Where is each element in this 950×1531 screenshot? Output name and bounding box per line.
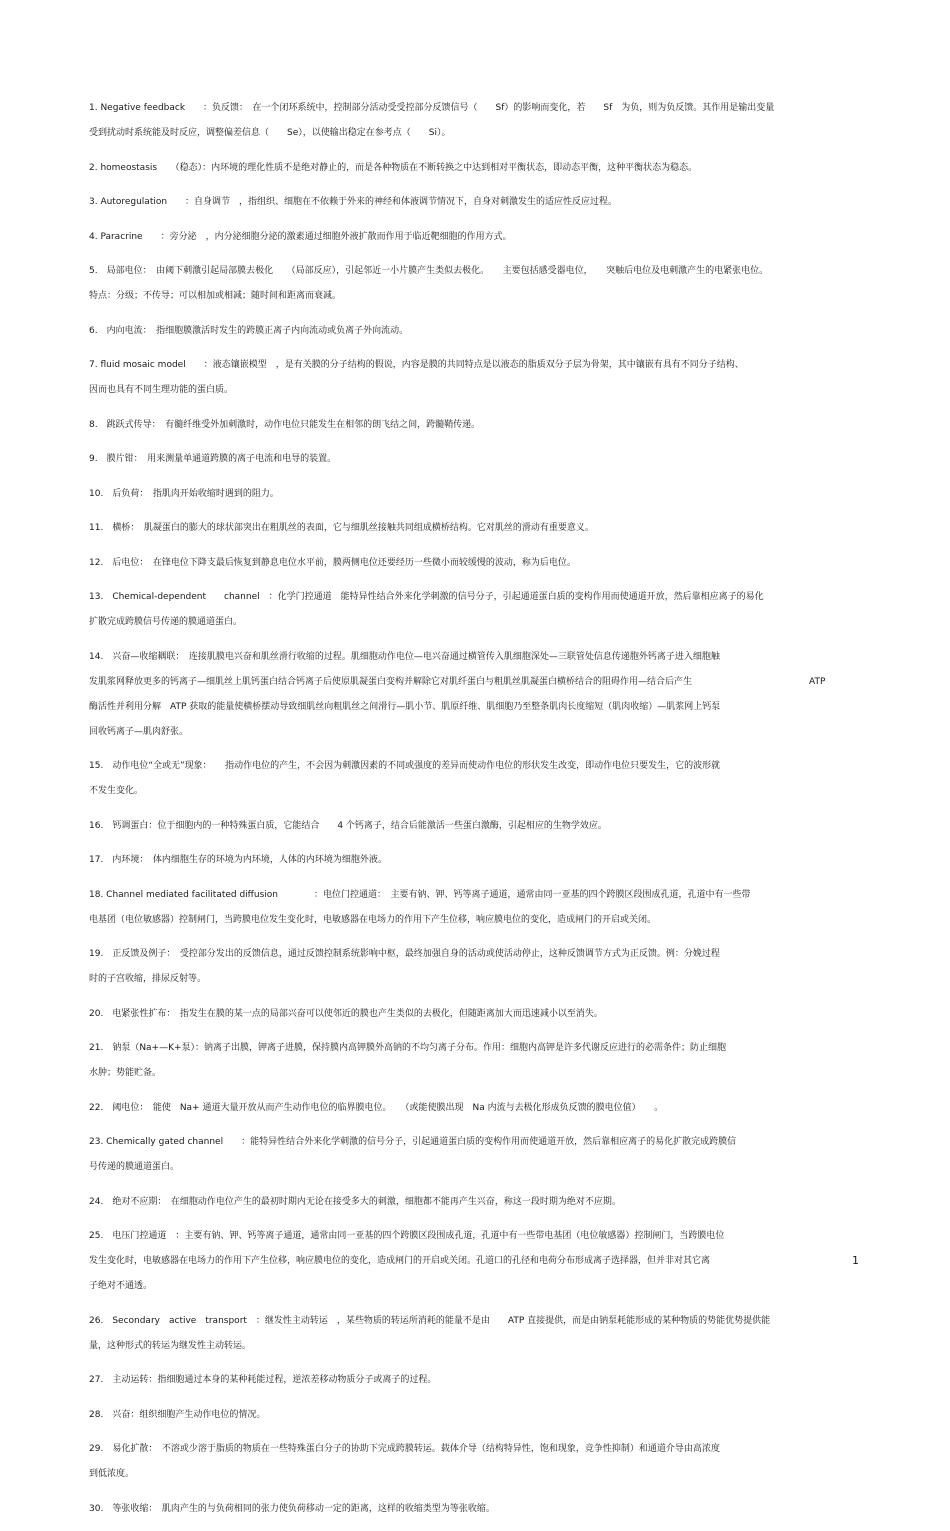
entry-line: 7. fluid mosaic model ：液态镶嵌模型 ，是有关膜的分子结构的假说，内容是膜的共同特点是以液态的脂质双分子层为骨架，其中镶嵌有具有不同分子结构、 bbox=[89, 360, 744, 370]
entry-line: 时的子宫收缩，排尿反射等。 bbox=[89, 974, 207, 984]
entry-line: 子绝对不通透。 bbox=[89, 1281, 153, 1291]
entry-line: 号传递的膜通道蛋白。 bbox=[89, 1162, 180, 1172]
entry-20 bbox=[89, 1002, 879, 1027]
entry-7 bbox=[89, 353, 879, 403]
entry-line: 28. 兴奋：组织细胞产生动作电位的情况。 bbox=[89, 1409, 266, 1420]
entry-line: 16. 钙调蛋白：位于细胞内的一种特殊蛋白质，它能结合 4 个钙离子，结合后能激活一些蛋白激酶，引起相应的生物学效应。 bbox=[89, 820, 607, 831]
entry-line: 29. 易化扩散： 不溶或少溶于脂质的物质在一些特殊蛋白分子的协助下完成跨膜转运。载体介导（结构特异性，饱和现象，竞争性抑制）和通道介导由高浓度 bbox=[89, 1444, 720, 1454]
entry-13 bbox=[89, 585, 879, 635]
entry-line: 水肿；势能贮备。 bbox=[89, 1068, 162, 1078]
entry-29 bbox=[89, 1437, 879, 1487]
entry-line: 11. 横桥： 肌凝蛋白的膨大的球状部突出在粗肌丝的表面，它与细肌丝接触共同组成横桥结构。它对肌丝的滑动有重要意义。 bbox=[89, 523, 594, 533]
entry-19 bbox=[89, 942, 879, 992]
entry-line: 24. 绝对不应期： 在细胞动作电位产生的最初时期内无论在接受多大的刺激，细胞都不能再产生兴奋，称这一段时期为绝对不应期。 bbox=[89, 1196, 621, 1207]
entry-line: 特点：分级；不传导；可以相加或相减；随时间和距离而衰减。 bbox=[89, 291, 342, 301]
entry-line: 17. 内环境： 体内细胞生存的环境为内环境，人体的内环境为细胞外液。 bbox=[89, 855, 387, 865]
entry-4 bbox=[89, 225, 879, 250]
page-number: 1 bbox=[852, 1254, 859, 1267]
entry-15 bbox=[89, 754, 879, 804]
entry-line: 发肌浆网释放更多的钙离子—细肌丝上肌钙蛋白结合钙离子后使原肌凝蛋白变构并解除它对肌纤蛋白与粗肌丝肌凝蛋白横桥结合的阻碍作用—结合后产生 ATP bbox=[89, 676, 826, 687]
entry-line: 18. Channel mediated facilitated diffusion ：电位门控通道： 主要有钠、钾、钙等离子通道，通常由同一亚基的四个跨膜区段围成孔道，孔道中有一些带 bbox=[89, 889, 751, 900]
entry-line: 25. 电压门控通道 ：主要有钠、钾、钙等离子通道，通常由同一亚基的四个跨膜区段围成孔道，孔道中有一些带电基团（电位敏感器）控制闸门，当跨膜电位 bbox=[89, 1231, 725, 1241]
entry-16 bbox=[89, 814, 879, 839]
entry-line: 到低浓度。 bbox=[89, 1469, 135, 1479]
entry-line: 量，这种形式的转运为继发性主动转运。 bbox=[89, 1340, 252, 1351]
entry-line: 1. Negative feedback ：负反馈： 在一个闭环系统中，控制部分活动受受控部分反馈信号（ Sf）的影响而变化，若 Sf 为负，则为负反馈。其作用是输出变量 bbox=[89, 103, 775, 113]
entry-9 bbox=[89, 447, 879, 472]
entry-line: 2. homeostasis （稳态）：内环境的理化性质不是绝对静止的，而是各种物质在不断转换之中达到相对平衡状态，即动态平衡，这种平衡状态为稳态。 bbox=[89, 162, 698, 173]
entry-21 bbox=[89, 1036, 879, 1086]
entry-line: 受到扰动时系统能及时反应，调整偏差信息（ Se），以使输出稳定在参考点（ Si）。 bbox=[89, 128, 451, 138]
entry-line: 5. 局部电位： 由阈下刺激引起局部膜去极化 （局部反应），引起邻近一小片膜产生类似去极化。 主要包括感受器电位， 突触后电位及电刺激产生的电紧张电位。 bbox=[89, 266, 769, 276]
entry-line: 酶活性并利用分解 ATP 获取的能量使横桥摆动导致细肌丝向粗肌丝之间滑行—肌小节、肌原纤维、肌细胞乃至整条肌肉长度缩短（肌肉收缩）—肌浆网上钙泵 bbox=[89, 701, 721, 712]
entry-line: 因而也具有不同生理功能的蛋白质。 bbox=[89, 385, 234, 395]
entry-10 bbox=[89, 482, 879, 507]
entry-17 bbox=[89, 848, 879, 873]
entry-line: 3. Autoregulation ：自身调节 ，指组织、细胞在不依赖于外来的神经和体液调节情况下，自身对刺激发生的适应性反应过程。 bbox=[89, 197, 618, 207]
entry-12 bbox=[89, 551, 879, 576]
entry-line: 10. 后负荷： 指肌肉开始收缩时遇到的阻力。 bbox=[89, 488, 279, 499]
entry-30 bbox=[89, 1497, 879, 1522]
entry-line: 26. Secondary active transport ：继发性主动转运 ，某些物质的转运所消耗的能量不是由 ATP 直接提供，而是由钠泵耗能形成的某种物质的势能优势提供能 bbox=[89, 1315, 771, 1326]
entry-line: 发生变化时，电敏感器在电场力的作用下产生位移，响应膜电位的变化，造成闸门的开启或关闭。孔道口的孔径和电荷分布形成离子选择器，但并非对其它离 bbox=[89, 1256, 711, 1266]
entry-list bbox=[89, 96, 879, 1531]
entry-24 bbox=[89, 1190, 879, 1215]
entry-line: 不发生变化。 bbox=[89, 786, 144, 796]
entry-line: 15. 动作电位“全或无”现象： 指动作电位的产生，不会因为刺激因素的不同或强度的差异而使动作电位的形状发生改变，即动作电位只要发生，它的波形就 bbox=[89, 761, 721, 771]
entry-line: 扩散完成跨膜信号传递的膜通道蛋白。 bbox=[89, 617, 243, 627]
entry-8 bbox=[89, 413, 879, 438]
entry-line: 回收钙离子—肌肉舒张。 bbox=[89, 726, 189, 737]
entry-line: 6. 内向电流： 指细胞膜激活时发生的跨膜正离子内向流动或负离子外向流动。 bbox=[89, 325, 409, 336]
entry-line: 13. Chemical-dependent channel ：化学门控通道 能特异性结合外来化学刺激的信号分子，引起通道蛋白质的变构作用而使通道开放，然后靠相应离子的易化 bbox=[89, 592, 764, 602]
entry-6 bbox=[89, 319, 879, 344]
entry-28 bbox=[89, 1403, 879, 1428]
entry-1 bbox=[89, 96, 879, 146]
entry-line: 27. 主动运转：指细胞通过本身的某种耗能过程，逆浓差移动物质分子或离子的过程。 bbox=[89, 1375, 437, 1385]
entry-line: 14. 兴奋—收缩耦联： 连接肌膜电兴奋和肌丝滑行收缩的过程。肌细胞动作电位—电兴奋通过横管传入肌细胞深处—三联管处信息传递胞外钙离子进入细胞触 bbox=[89, 651, 720, 662]
entry-22 bbox=[89, 1096, 879, 1121]
entry-2 bbox=[89, 156, 879, 181]
entry-25 bbox=[89, 1224, 879, 1299]
entry-27 bbox=[89, 1368, 879, 1393]
entry-line: 4. Paracrine ：旁分泌 ，内分泌细胞分泌的激素通过细胞外液扩散而作用于临近靶细胞的作用方式。 bbox=[89, 231, 512, 242]
entry-line: 8. 跳跃式传导： 有髓纤维受外加刺激时，动作电位只能发生在相邻的朗飞结之间，跨髓鞘传递。 bbox=[89, 419, 481, 430]
entry-line: 19. 正反馈及例子： 受控部分发出的反馈信息，通过反馈控制系统影响中枢，最终加强自身的活动或使活动停止，这种反馈调节方式为正反馈。例：分娩过程 bbox=[89, 949, 720, 959]
entry-18 bbox=[89, 883, 879, 933]
entry-line: 电基团（电位敏感器）控制闸门，当跨膜电位发生变化时，电敏感器在电场力的作用下产生位移，响应膜电位的变化，造成闸门的开启或关闭。 bbox=[89, 914, 657, 925]
entry-23 bbox=[89, 1130, 879, 1180]
entry-line: 22. 阈电位： 能使 Na+ 通道大量开放从而产生动作电位的临界膜电位。 （或能使膜出现 Na 内流与去极化形成负反馈的膜电位值） 。 bbox=[89, 1102, 664, 1113]
entry-5 bbox=[89, 259, 879, 309]
entry-line: 23. Chemically gated channel ：能特异性结合外来化学刺激的信号分子，引起通道蛋白质的变构作用而使通道开放，然后靠相应离子的易化扩散完成跨膜信 bbox=[89, 1137, 737, 1147]
entry-line: 21. 钠泵（Na+—K+泵）：钠离子出膜，钾离子进膜，保持膜内高钾膜外高钠的不均匀离子分布。作用：细胞内高钾是许多代谢反应进行的必需条件；防止细胞 bbox=[89, 1043, 727, 1053]
entry-14 bbox=[89, 645, 879, 745]
entry-line: 20. 电紧张性扩布： 指发生在膜的某一点的局部兴奋可以使邻近的膜也产生类似的去极化，但随距离加大而迅速减小以至消失。 bbox=[89, 1008, 603, 1019]
entry-line: 9. 膜片钳： 用来测量单通道跨膜的离子电流和电导的装置。 bbox=[89, 454, 337, 464]
entry-line: 12. 后电位： 在锋电位下降支最后恢复到静息电位水平前，膜两侧电位还要经历一些微小而较缓慢的波动，称为后电位。 bbox=[89, 557, 576, 568]
entry-11 bbox=[89, 516, 879, 541]
entry-line: 30. 等张收缩： 肌肉产生的与负荷相同的张力使负荷移动一定的距离，这样的收缩类型为等张收缩。 bbox=[89, 1503, 495, 1514]
entry-26 bbox=[89, 1309, 879, 1359]
entry-3 bbox=[89, 190, 879, 215]
